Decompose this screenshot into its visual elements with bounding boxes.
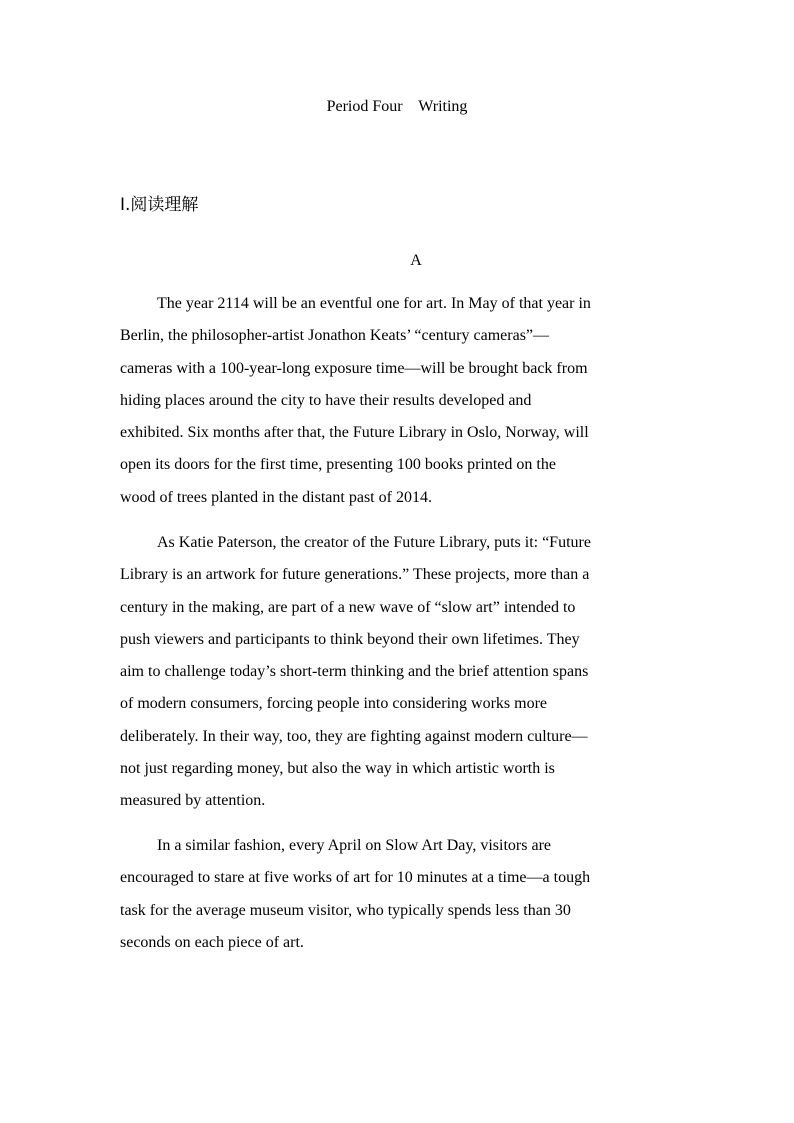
paragraph-line: seconds on each piece of art. [120, 933, 304, 951]
paragraph-2 [120, 527, 680, 818]
paragraph-line: deliberately. In their way, too, they are fighting against modern culture— [120, 727, 588, 745]
paragraph-line: exhibited. Six months after that, the Future Library in Oslo, Norway, will [120, 424, 589, 442]
paragraph-line: Berlin, the philosopher-artist Jonathon Keats’ “century cameras”— [120, 327, 550, 345]
paragraph-line: aim to challenge today’s short-term thinking and the brief attention spans [120, 663, 589, 681]
paragraph-line: measured by attention. [120, 792, 266, 810]
paragraph-line: century in the making, are part of a new wave of “slow art” intended to [120, 598, 576, 616]
paragraph-line: not just regarding money, but also the way in which artistic worth is [120, 760, 555, 778]
paragraph-1 [120, 288, 680, 514]
paragraph-line: of modern consumers, forcing people into considering works more [120, 695, 548, 713]
paragraph-line: hiding places around the city to have their results developed and [120, 391, 532, 409]
section-heading: Ⅰ.阅读理解 [120, 195, 199, 215]
passage-label: A [410, 252, 422, 269]
page-title: Period Four Writing [326, 98, 468, 115]
paragraph-line: cameras with a 100-year-long exposure time—will be brought back from [120, 359, 588, 377]
paragraph-line: In a similar fashion, every April on Slow Art Day, visitors are [157, 837, 551, 854]
paragraph-line: open its doors for the first time, presenting 100 books printed on the [120, 456, 556, 474]
paragraph-line: Library is an artwork for future generations.” These projects, more than a [120, 566, 590, 584]
paragraph-line: encouraged to stare at five works of art for 10 minutes at a time—a tough [120, 869, 591, 887]
paragraph-line: The year 2114 will be an eventful one for art. In May of that year in [157, 295, 591, 312]
paragraph-3 [120, 830, 680, 959]
paragraph-line: push viewers and participants to think beyond their own lifetimes. They [120, 630, 580, 648]
paragraph-line: task for the average museum visitor, who typically spends less than 30 [120, 901, 571, 919]
paragraph-line: As Katie Paterson, the creator of the Future Library, puts it: “Future [157, 534, 591, 551]
paragraph-line: wood of trees planted in the distant past of 2014. [120, 488, 432, 506]
